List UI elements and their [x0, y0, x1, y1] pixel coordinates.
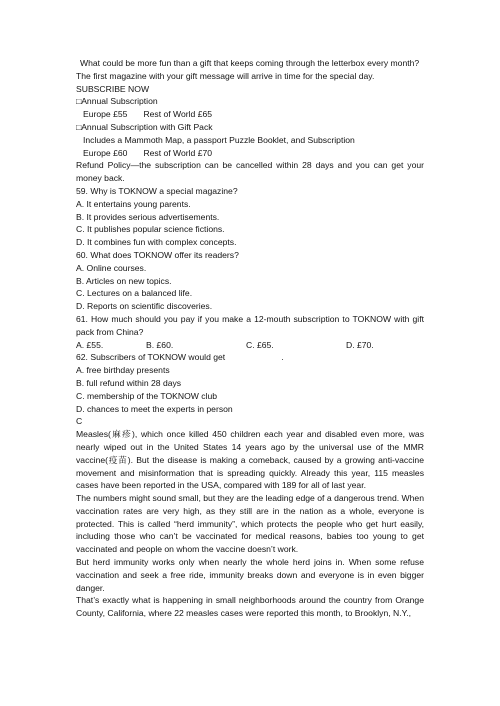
question-60-stem: 60. What does TOKNOW offer its readers? — [76, 249, 239, 260]
question-61-option-b: B. £60. — [146, 339, 174, 350]
question-59-stem: 59. Why is TOKNOW a special magazine? — [76, 185, 238, 196]
option1-price-europe: Europe £55 — [83, 109, 128, 120]
question-61-option-a: A. £55. — [76, 339, 104, 350]
question-59-option-c: C. It publishes popular science fictions. — [76, 224, 225, 235]
question-59-option-b: B. It provides serious advertisements. — [76, 211, 220, 222]
question-61-stem: 61. How much should you pay if you make a 12-mouth subscription to TOKNOW with gift pack from China? — [76, 313, 424, 337]
question-62-option-a: A. free birthday presents — [76, 365, 170, 376]
option2-includes: Includes a Mammoth Map, a passport Puzzle Booklet, and Subscription — [83, 134, 355, 145]
option1-prices — [76, 108, 424, 121]
ad-intro-2: The first magazine with your gift message will arrive in time for the special day. — [76, 70, 375, 81]
passage-paragraph-1: Measles(麻疹), which once killed 450 children each year and disabled even more, was nearly wiped out in the United States 14 years ago by the universal use of the MMR vaccine(疫苗). But the disease is making a comeback, caused by a growing anti-vaccine movement and misinformation that is spreading quickly. Already this year, 115 measles cases have been reported in the USA, compared with 189 for all of last year. — [76, 429, 424, 491]
option2-title: □Annual Subscription with Gift Pack — [76, 121, 213, 132]
option2-price-world: Rest of World £70 — [143, 147, 213, 158]
document-page — [76, 57, 424, 620]
section-c-label: C — [76, 416, 83, 427]
question-62-stem-line — [76, 351, 424, 364]
passage-paragraph-4: That’s exactly what is happening in small neighborhoods around the country from Orange County, California, where 22 measles cases were reported this month, to Brooklyn, N.Y., — [76, 595, 424, 619]
question-61-option-d: D. £70. — [346, 339, 374, 350]
question-60-option-d: D. Reports on scientific discoveries. — [76, 301, 213, 312]
question-62-option-b: B. full refund within 28 days — [76, 377, 182, 388]
subscribe-heading: SUBSCRIBE NOW — [76, 83, 150, 94]
passage-paragraph-3: But herd immunity works only when nearly the whole herd joins in. When some refuse vaccination and seek a free ride, immunity breaks down and everyone is in even bigger danger. — [76, 557, 424, 593]
option1-title: □Annual Subscription — [76, 96, 158, 107]
refund-policy: Refund Policy—the subscription can be cancelled within 28 days and you can get your money back. — [76, 160, 424, 184]
passage-paragraph-2: The numbers might sound small, but they are the leading edge of a dangerous trend. When vaccination rates are very high, as they still are in the nation as a whole, everyone is protected. This is called “herd immunity”, which protects the people who get hurt easily, including those who can’t be vaccinated for medical reasons, babies too young to get vaccinated and people on whom the vaccine doesn’t work. — [76, 493, 424, 555]
question-61-option-c: C. £65. — [246, 339, 274, 350]
question-62-stem: 62. Subscribers of TOKNOW would get — [76, 352, 226, 363]
question-62-option-d: D. chances to meet the experts in person — [76, 403, 233, 414]
question-60-option-b: B. Articles on new topics. — [76, 275, 172, 286]
ad-intro: What could be more fun than a gift that keeps coming through the letterbox every month? — [80, 58, 420, 68]
question-62-option-c: C. membership of the TOKNOW club — [76, 390, 218, 401]
option1-price-world: Rest of World £65 — [143, 109, 213, 120]
option2-prices — [76, 147, 424, 160]
question-59-option-a: A. It entertains young parents. — [76, 198, 191, 209]
question-60-option-c: C. Lectures on a balanced life. — [76, 288, 193, 299]
option2-price-europe: Europe £60 — [83, 147, 128, 158]
question-59-option-d: D. It combines fun with complex concepts. — [76, 237, 237, 248]
question-61-options — [76, 339, 424, 352]
question-60-option-a: A. Online courses. — [76, 262, 147, 273]
question-62-stem-end: . — [281, 352, 284, 363]
